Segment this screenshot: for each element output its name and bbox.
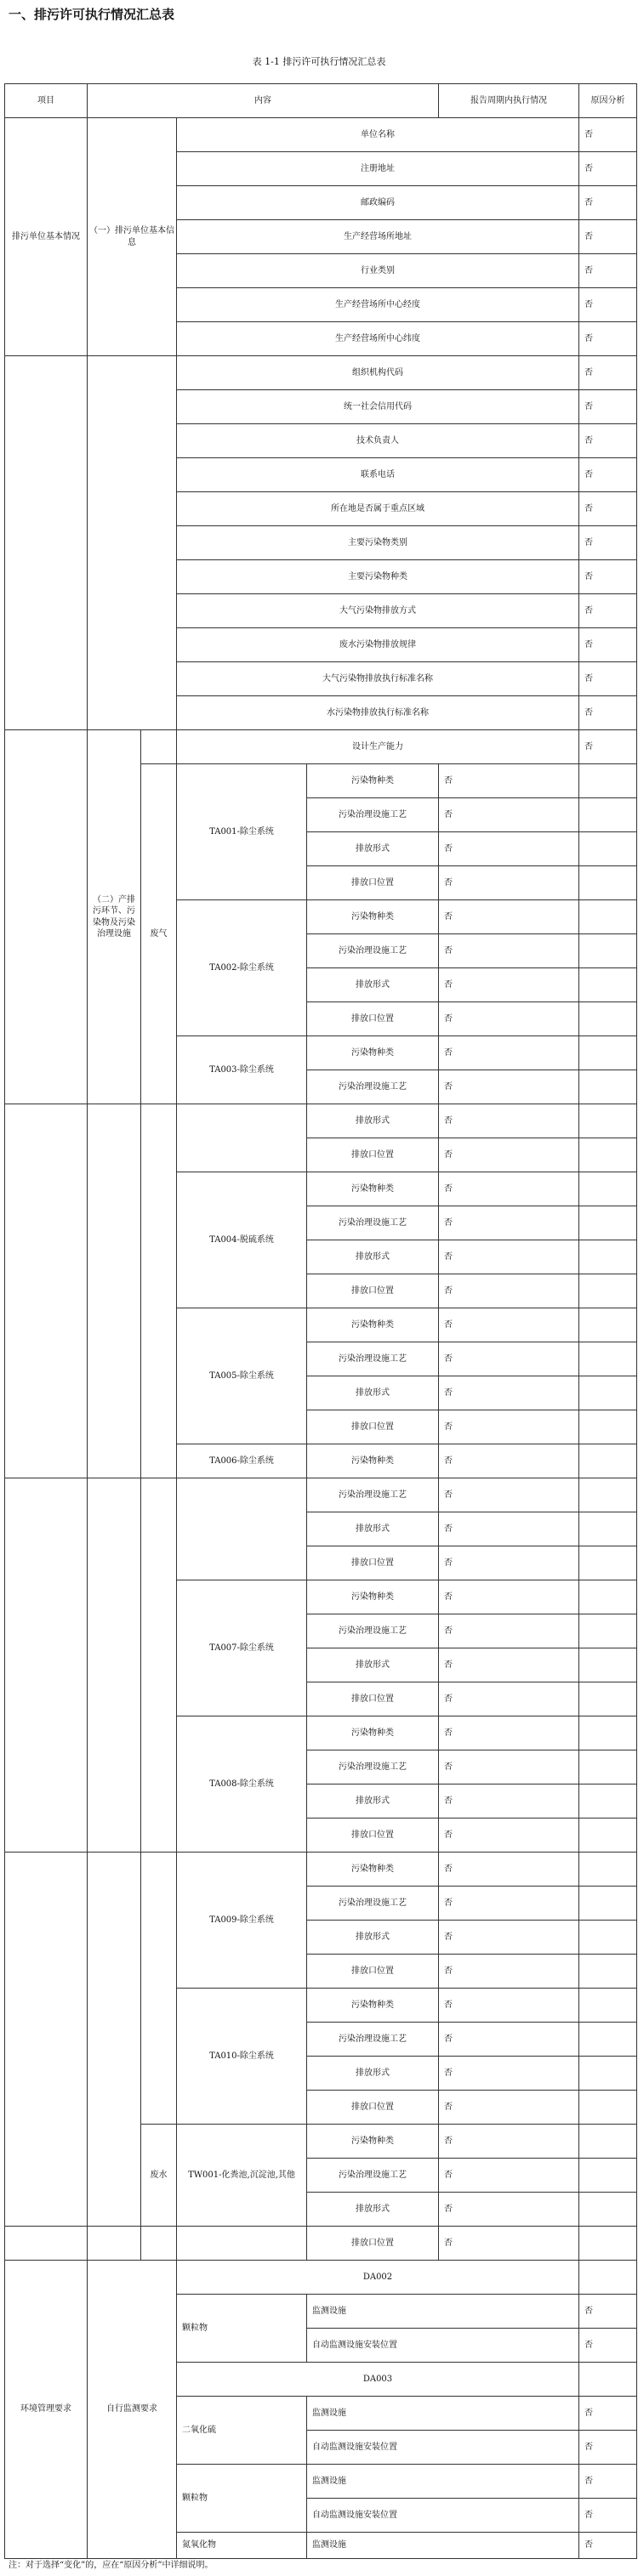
status-cell bbox=[579, 2261, 637, 2295]
attribute-cell: 排放口位置 bbox=[307, 1138, 439, 1172]
status-cell: 否 bbox=[579, 2329, 637, 2363]
status-cell: 否 bbox=[439, 2057, 579, 2091]
status-cell: 否 bbox=[439, 798, 579, 832]
attribute-cell: 排放口位置 bbox=[307, 1546, 439, 1580]
attribute-cell: 排放形式 bbox=[307, 1104, 439, 1138]
table-caption: 表 1-1 排污许可执行情况汇总表 bbox=[252, 56, 386, 67]
reason-cell bbox=[579, 1274, 637, 1308]
reason-cell bbox=[579, 1580, 637, 1614]
system-name: TA003-除尘系统 bbox=[177, 1036, 307, 1104]
status-cell: 否 bbox=[439, 1784, 579, 1819]
info-item: 生产经营场所地址 bbox=[177, 220, 579, 254]
reason-cell bbox=[579, 1172, 637, 1206]
status-cell: 否 bbox=[439, 1444, 579, 1478]
system-name: TA001-除尘系统 bbox=[177, 764, 307, 900]
info-item: 废水污染物排放规律 bbox=[177, 628, 579, 662]
system-name: TA008-除尘系统 bbox=[177, 1716, 307, 1853]
reason-cell bbox=[579, 798, 637, 832]
table-header-row bbox=[5, 84, 637, 118]
system-name: TA009-除尘系统 bbox=[177, 1853, 307, 1989]
pollutant-cell: 颗粒物 bbox=[177, 2465, 307, 2533]
status-cell: 否 bbox=[439, 1819, 579, 1853]
medium-cell bbox=[141, 1478, 177, 1853]
status-cell: 否 bbox=[439, 1104, 579, 1138]
attribute-cell: 排放形式 bbox=[307, 1240, 439, 1274]
status-cell: 否 bbox=[439, 1750, 579, 1784]
attribute-cell: 排放口位置 bbox=[307, 1410, 439, 1444]
outlet-label: DA002 bbox=[177, 2261, 579, 2295]
attribute-cell: 污染治理设施工艺 bbox=[307, 2159, 439, 2193]
attribute-cell: 污染物种类 bbox=[307, 1580, 439, 1614]
table-row bbox=[5, 1853, 637, 1887]
table-row bbox=[5, 1478, 637, 1512]
info-item: 大气污染物排放执行标准名称 bbox=[177, 662, 579, 696]
attribute-cell: 排放形式 bbox=[307, 1648, 439, 1682]
reason-cell bbox=[579, 968, 637, 1002]
reason-cell bbox=[579, 1546, 637, 1580]
attribute-cell: 污染物种类 bbox=[307, 1036, 439, 1070]
status-cell: 否 bbox=[439, 900, 579, 934]
system-name bbox=[177, 1104, 307, 1172]
status-cell: 否 bbox=[579, 628, 637, 662]
attribute-cell: 排放形式 bbox=[307, 2193, 439, 2227]
status-cell: 否 bbox=[439, 1206, 579, 1240]
table-row bbox=[5, 1104, 637, 1138]
reason-cell bbox=[579, 2091, 637, 2125]
status-cell: 否 bbox=[579, 288, 637, 322]
reason-cell bbox=[579, 1376, 637, 1410]
pollutant-cell: 颗粒物 bbox=[177, 2295, 307, 2363]
reason-cell bbox=[579, 900, 637, 934]
table-row bbox=[5, 2261, 637, 2295]
reason-cell bbox=[579, 1104, 637, 1138]
attribute-cell: 污染物种类 bbox=[307, 1172, 439, 1206]
section-cell: （二）产排污环节、污染物及污染治理设施 bbox=[88, 730, 141, 1104]
attribute-cell: 排放形式 bbox=[307, 1921, 439, 1955]
section-cell bbox=[88, 356, 177, 730]
info-item: 统一社会信用代码 bbox=[177, 390, 579, 424]
status-cell: 否 bbox=[439, 1682, 579, 1716]
attribute-cell: 排放口位置 bbox=[307, 2091, 439, 2125]
status-cell: 否 bbox=[439, 1853, 579, 1887]
footnote: 注：对于选择“变化”的，应在“原因分析”中详细说明。 bbox=[9, 2561, 214, 2570]
info-item: 主要污染物类别 bbox=[177, 526, 579, 560]
category-cell: 排污单位基本情况 bbox=[5, 118, 88, 356]
header-item: 项目 bbox=[5, 84, 88, 118]
reason-cell bbox=[579, 1921, 637, 1955]
status-cell: 否 bbox=[439, 2023, 579, 2057]
monitor-attr: 自动监测设施安装位置 bbox=[307, 2431, 579, 2465]
reason-cell bbox=[579, 1240, 637, 1274]
status-cell: 否 bbox=[439, 1478, 579, 1512]
status-cell: 否 bbox=[579, 594, 637, 628]
attribute-cell: 排放形式 bbox=[307, 1376, 439, 1410]
system-name: TA005-除尘系统 bbox=[177, 1308, 307, 1444]
status-cell: 否 bbox=[439, 1614, 579, 1648]
reason-cell bbox=[579, 1716, 637, 1750]
status-cell: 否 bbox=[579, 2397, 637, 2431]
attribute-cell: 排放口位置 bbox=[307, 1682, 439, 1716]
system-name bbox=[177, 2227, 307, 2261]
attribute-cell: 污染治理设施工艺 bbox=[307, 1070, 439, 1104]
category-cell: 环境管理要求 bbox=[5, 2261, 88, 2559]
reason-cell bbox=[579, 934, 637, 968]
reason-cell bbox=[579, 1070, 637, 1104]
reason-cell bbox=[579, 1648, 637, 1682]
table-row bbox=[5, 730, 637, 764]
status-cell: 否 bbox=[439, 1921, 579, 1955]
attribute-cell: 污染治理设施工艺 bbox=[307, 2023, 439, 2057]
info-item: 大气污染物排放方式 bbox=[177, 594, 579, 628]
attribute-cell: 排放口位置 bbox=[307, 1002, 439, 1036]
attribute-cell: 污染治理设施工艺 bbox=[307, 1342, 439, 1376]
attribute-cell: 污染物种类 bbox=[307, 1308, 439, 1342]
reason-cell bbox=[579, 1308, 637, 1342]
reason-cell bbox=[579, 1614, 637, 1648]
reason-cell bbox=[579, 1206, 637, 1240]
info-item: 所在地是否属于重点区域 bbox=[177, 492, 579, 526]
medium-cell bbox=[141, 1104, 177, 1478]
status-cell: 否 bbox=[439, 1274, 579, 1308]
status-cell: 否 bbox=[579, 118, 637, 152]
reason-cell bbox=[579, 2125, 637, 2159]
reason-cell bbox=[579, 1887, 637, 1921]
status-cell: 否 bbox=[439, 1989, 579, 2023]
status-cell: 否 bbox=[579, 492, 637, 526]
attribute-cell: 污染物种类 bbox=[307, 764, 439, 798]
info-item: 设计生产能力 bbox=[177, 730, 579, 764]
table-row bbox=[5, 118, 637, 152]
status-cell: 否 bbox=[439, 1955, 579, 1989]
reason-cell bbox=[579, 1036, 637, 1070]
status-cell: 否 bbox=[439, 764, 579, 798]
pollutant-cell: 氮氧化物 bbox=[177, 2533, 307, 2559]
medium-cell: 废气 bbox=[141, 764, 177, 1104]
reason-cell bbox=[579, 832, 637, 866]
status-cell: 否 bbox=[579, 186, 637, 220]
status-cell: 否 bbox=[439, 866, 579, 900]
info-item: 行业类别 bbox=[177, 254, 579, 288]
category-cell bbox=[5, 1478, 88, 1853]
status-cell: 否 bbox=[439, 1376, 579, 1410]
reason-cell bbox=[579, 1682, 637, 1716]
status-cell: 否 bbox=[439, 2091, 579, 2125]
status-cell: 否 bbox=[439, 934, 579, 968]
status-cell: 否 bbox=[439, 1580, 579, 1614]
status-cell: 否 bbox=[579, 390, 637, 424]
attribute-cell: 排放口位置 bbox=[307, 1274, 439, 1308]
status-cell: 否 bbox=[579, 356, 637, 390]
monitor-attr: 自动监测设施安装位置 bbox=[307, 2499, 579, 2533]
status-cell: 否 bbox=[439, 1172, 579, 1206]
attribute-cell: 污染物种类 bbox=[307, 1444, 439, 1478]
status-cell: 否 bbox=[439, 1002, 579, 1036]
reason-cell bbox=[579, 764, 637, 798]
attribute-cell: 排放口位置 bbox=[307, 866, 439, 900]
reason-cell bbox=[579, 2159, 637, 2193]
reason-cell bbox=[579, 1853, 637, 1887]
status-cell: 否 bbox=[439, 2227, 579, 2261]
status-cell: 否 bbox=[579, 220, 637, 254]
medium-cell bbox=[141, 1853, 177, 2125]
reason-cell bbox=[579, 1342, 637, 1376]
attribute-cell: 污染物种类 bbox=[307, 1989, 439, 2023]
attribute-cell: 污染物种类 bbox=[307, 2125, 439, 2159]
info-item: 生产经营场所中心纬度 bbox=[177, 322, 579, 356]
reason-cell bbox=[579, 1784, 637, 1819]
reason-cell bbox=[579, 2023, 637, 2057]
system-name: TA006-除尘系统 bbox=[177, 1444, 307, 1478]
status-cell: 否 bbox=[439, 1138, 579, 1172]
section-cell bbox=[88, 2227, 141, 2261]
section-cell: （一）排污单位基本信息 bbox=[88, 118, 177, 356]
reason-cell bbox=[579, 1478, 637, 1512]
attribute-cell: 排放口位置 bbox=[307, 1819, 439, 1853]
info-item: 技术负责人 bbox=[177, 424, 579, 458]
reason-cell bbox=[579, 1410, 637, 1444]
monitor-attr: 监测设施 bbox=[307, 2295, 579, 2329]
status-cell: 否 bbox=[579, 458, 637, 492]
section-heading: 一、排污许可执行情况汇总表 bbox=[9, 7, 175, 22]
attribute-cell: 污染治理设施工艺 bbox=[307, 1887, 439, 1921]
attribute-cell: 污染治理设施工艺 bbox=[307, 798, 439, 832]
summary-table bbox=[4, 83, 637, 2559]
reason-cell bbox=[579, 1002, 637, 1036]
system-name bbox=[177, 1478, 307, 1580]
section-cell bbox=[88, 1478, 141, 1853]
monitor-attr: 自动监测设施安装位置 bbox=[307, 2329, 579, 2363]
attribute-cell: 污染治理设施工艺 bbox=[307, 1614, 439, 1648]
status-cell: 否 bbox=[579, 662, 637, 696]
info-item: 单位名称 bbox=[177, 118, 579, 152]
reason-cell bbox=[579, 1989, 637, 2023]
pollutant-cell: 二氧化硫 bbox=[177, 2397, 307, 2465]
attribute-cell: 排放口位置 bbox=[307, 1955, 439, 1989]
attribute-cell: 污染治理设施工艺 bbox=[307, 1750, 439, 1784]
attribute-cell: 排放形式 bbox=[307, 1512, 439, 1546]
system-name: TA010-除尘系统 bbox=[177, 1989, 307, 2125]
attribute-cell: 排放形式 bbox=[307, 832, 439, 866]
status-cell: 否 bbox=[439, 1070, 579, 1104]
reason-cell bbox=[579, 2057, 637, 2091]
info-item: 生产经营场所中心经度 bbox=[177, 288, 579, 322]
status-cell: 否 bbox=[439, 1036, 579, 1070]
info-item: 组织机构代码 bbox=[177, 356, 579, 390]
status-cell: 否 bbox=[439, 1240, 579, 1274]
reason-cell bbox=[579, 866, 637, 900]
monitor-attr: 监测设施 bbox=[307, 2465, 579, 2499]
system-name: TA002-除尘系统 bbox=[177, 900, 307, 1036]
status-cell: 否 bbox=[579, 2295, 637, 2329]
reason-cell bbox=[579, 1750, 637, 1784]
section-cell bbox=[88, 1853, 141, 2227]
status-cell: 否 bbox=[439, 968, 579, 1002]
section-cell: 自行监测要求 bbox=[88, 2261, 177, 2559]
status-cell: 否 bbox=[579, 696, 637, 730]
status-cell bbox=[579, 2363, 637, 2397]
medium-cell bbox=[141, 2227, 177, 2261]
header-reason: 原因分析 bbox=[579, 84, 637, 118]
status-cell: 否 bbox=[439, 2193, 579, 2227]
monitor-attr: 监测设施 bbox=[307, 2397, 579, 2431]
status-cell: 否 bbox=[439, 1308, 579, 1342]
header-content: 内容 bbox=[88, 84, 439, 118]
reason-cell bbox=[579, 1955, 637, 1989]
attribute-cell: 排放形式 bbox=[307, 968, 439, 1002]
info-item: 联系电话 bbox=[177, 458, 579, 492]
reason-cell bbox=[579, 1444, 637, 1478]
status-cell: 否 bbox=[579, 2431, 637, 2465]
info-item: 主要污染物种类 bbox=[177, 560, 579, 594]
system-name: TA007-除尘系统 bbox=[177, 1580, 307, 1716]
info-item: 注册地址 bbox=[177, 152, 579, 186]
attribute-cell: 排放口位置 bbox=[307, 2227, 439, 2261]
status-cell: 否 bbox=[579, 526, 637, 560]
table-row bbox=[5, 2227, 637, 2261]
status-cell: 否 bbox=[439, 1887, 579, 1921]
status-cell: 否 bbox=[579, 152, 637, 186]
status-cell: 否 bbox=[579, 322, 637, 356]
attribute-cell: 污染治理设施工艺 bbox=[307, 1478, 439, 1512]
info-item: 水污染物排放执行标准名称 bbox=[177, 696, 579, 730]
status-cell: 否 bbox=[439, 832, 579, 866]
category-cell bbox=[5, 1104, 88, 1478]
section-cell bbox=[88, 1104, 141, 1478]
category-cell bbox=[5, 1853, 88, 2227]
attribute-cell: 污染物种类 bbox=[307, 900, 439, 934]
status-cell: 否 bbox=[579, 730, 637, 764]
reason-cell bbox=[579, 1819, 637, 1853]
header-status: 报告周期内执行情况 bbox=[439, 84, 579, 118]
info-item: 邮政编码 bbox=[177, 186, 579, 220]
attribute-cell: 污染物种类 bbox=[307, 1853, 439, 1887]
status-cell: 否 bbox=[439, 1342, 579, 1376]
reason-cell bbox=[579, 2193, 637, 2227]
status-cell: 否 bbox=[439, 1546, 579, 1580]
attribute-cell: 排放形式 bbox=[307, 1784, 439, 1819]
attribute-cell: 污染治理设施工艺 bbox=[307, 934, 439, 968]
attribute-cell: 污染治理设施工艺 bbox=[307, 1206, 439, 1240]
status-cell: 否 bbox=[439, 1512, 579, 1546]
category-cell bbox=[5, 730, 88, 1104]
status-cell: 否 bbox=[579, 560, 637, 594]
system-name: TA004-脱硫系统 bbox=[177, 1172, 307, 1308]
reason-cell bbox=[579, 1138, 637, 1172]
category-cell bbox=[5, 2227, 88, 2261]
status-cell: 否 bbox=[439, 1648, 579, 1682]
status-cell: 否 bbox=[579, 2465, 637, 2499]
reason-cell bbox=[579, 2227, 637, 2261]
status-cell: 否 bbox=[579, 2499, 637, 2533]
outlet-label: DA003 bbox=[177, 2363, 579, 2397]
status-cell: 否 bbox=[439, 2125, 579, 2159]
status-cell: 否 bbox=[579, 2533, 637, 2559]
empty-cell bbox=[141, 730, 177, 764]
system-name: TW001-化粪池,沉淀池,其他 bbox=[177, 2125, 307, 2227]
status-cell: 否 bbox=[579, 424, 637, 458]
status-cell: 否 bbox=[439, 1716, 579, 1750]
table-row bbox=[5, 356, 637, 390]
reason-cell bbox=[579, 1512, 637, 1546]
category-cell bbox=[5, 356, 88, 730]
status-cell: 否 bbox=[439, 2159, 579, 2193]
status-cell: 否 bbox=[439, 1410, 579, 1444]
medium-cell: 废水 bbox=[141, 2125, 177, 2227]
status-cell: 否 bbox=[579, 254, 637, 288]
attribute-cell: 污染物种类 bbox=[307, 1716, 439, 1750]
attribute-cell: 排放形式 bbox=[307, 2057, 439, 2091]
monitor-attr: 监测设施 bbox=[307, 2533, 579, 2559]
